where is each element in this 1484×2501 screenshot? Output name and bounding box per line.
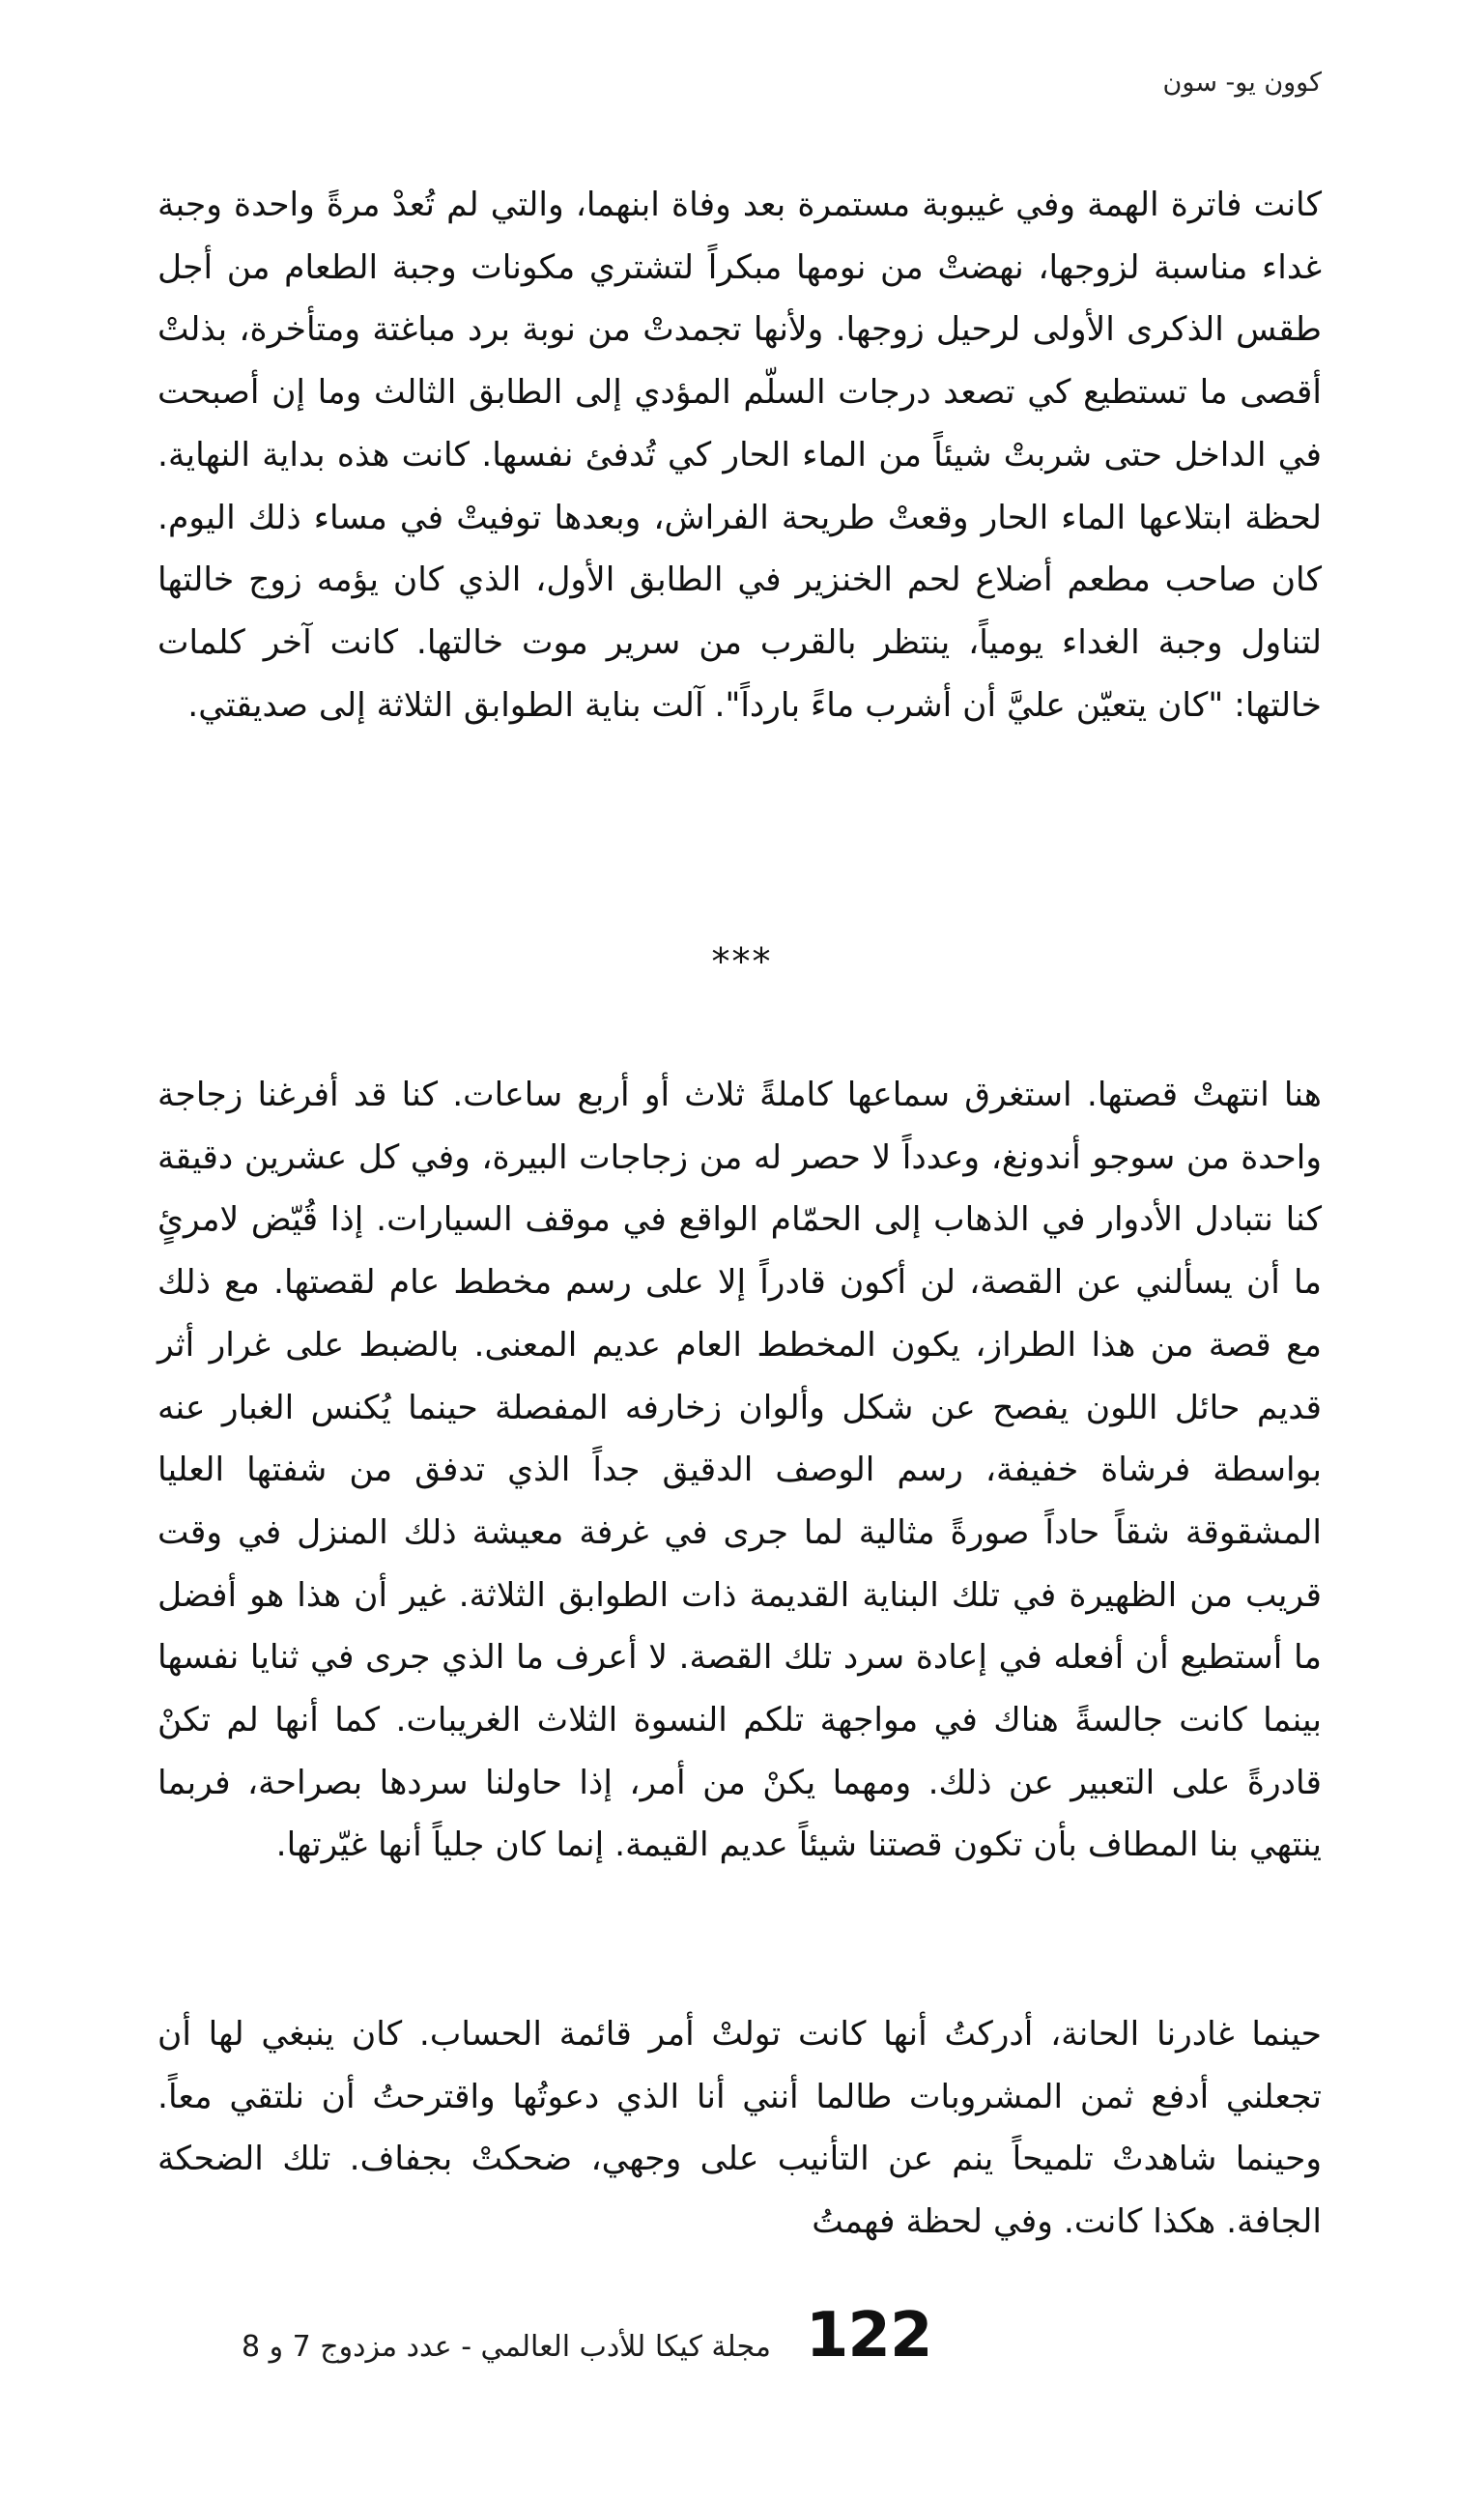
paragraph-block-2 [157, 1064, 1322, 1877]
section-divider: *** [711, 940, 773, 983]
paragraph-block-3 [157, 2003, 1322, 2254]
body-paragraph: كانت فاترة الهمة وفي غيبوبة مستمرة بعد وفاة ابنهما، والتي لم تُعدْ مرةً واحدة وجبة غداء مناسبة لزوجها، نهضتْ من نومها مبكراً لتشتري مكونات وجبة الطعام من أجل طقس الذكرى الأولى لرحيل زوجها. ولأنها تجمدتْ من نوبة برد مباغتة ومتأخرة، بذلتْ أقصى ما تستطيع كي تصعد درجات السلّم المؤدي إلى الطابق الثالث وما إن أصبحت في الداخل حتى شربتْ شيئاً من الماء الحار كي تُدفئ نفسها. كانت هذه بداية النهاية. لحظة ابتلاعها الماء الحار وقعتْ طريحة الفراش، وبعدها توفيتْ في مساء ذلك اليوم. كان صاحب مطعم أضلاع لحم الخنزير في الطابق الأول، الذي كان يؤمه زوج خالتها لتناول وجبة الغداء يومياً، ينتظر بالقرب من سرير موت خالتها. كانت آخر كلمات خالتها: "كان يتعيّن عليَّ أن أشرب ماءً بارداً". آلت بناية الطوابق الثلاثة إلى صديقتي. [157, 186, 1322, 725]
page-footer [242, 2302, 931, 2370]
body-paragraph: حينما غادرنا الحانة، أدركتُ أنها كانت تولتْ أمر قائمة الحساب. كان ينبغي لها أن تجعلني أدفع ثمن المشروبات طالما أنني أنا الذي دعوتُها واقترحتُ أن نلتقي معاً. وحينما شاهدتْ تلميحاً ينم عن التأنيب على وجهي، ضحكتْ بجفاف. تلك الضحكة الجافة. هكذا كانت. وفي لحظة فهمتُ [157, 2015, 1322, 2242]
running-header-author: كوون يو- سون [1162, 68, 1322, 98]
paragraph-block-1 [157, 174, 1322, 736]
journal-credit: مجلة كيكا للأدب العالمي - عدد مزدوج 7 و 8 [242, 2330, 771, 2364]
page-number: 122 [805, 2300, 932, 2372]
body-paragraph: هنا انتهتْ قصتها. استغرق سماعها كاملةً ثلاث أو أربع ساعات. كنا قد أفرغنا زجاجة واحدة من سوجو أندونغ، وعدداً لا حصر له من زجاجات البيرة، وفي كل عشرين دقيقة كنا نتبادل الأدوار في الذهاب إلى الحمّام الواقع في موقف السيارات. إذا قُيّض لامرئٍ ما أن يسألني عن القصة، لن أكون قادراً إلا على رسم مخطط عام لقصتها. مع ذلك مع قصة من هذا الطراز، يكون المخطط العام عديم المعنى. بالضبط على غرار أثر قديم حائل اللون يفصح عن شكل وألوان زخارفه المفصلة حينما يُكنس الغبار عنه بواسطة فرشاة خفيفة، رسم الوصف الدقيق جداً الذي تدفق من شفتها العليا المشقوقة شقاً حاداً صورةً مثالية لما جرى في غرفة معيشة ذلك المنزل في وقت قريب من الظهيرة في تلك البناية القديمة ذات الطوابق الثلاثة. غير أن هذا هو أفضل ما أستطيع أن أفعله في إعادة سرد تلك القصة. لا أعرف ما الذي جرى في ثنايا نفسها بينما كانت جالسةً هناك في مواجهة تلكم النسوة الثلاث الغريبات. كما أنها لم تكنْ قادرةً على التعبير عن ذلك. ومهما يكنْ من أمر، إذا حاولنا سردها بصراحة، فربما ينتهي بنا المطاف بأن تكون قصتنا شيئاً عديم القيمة. إنما كان جلياً أنها غيّرتها. [157, 1076, 1322, 1865]
